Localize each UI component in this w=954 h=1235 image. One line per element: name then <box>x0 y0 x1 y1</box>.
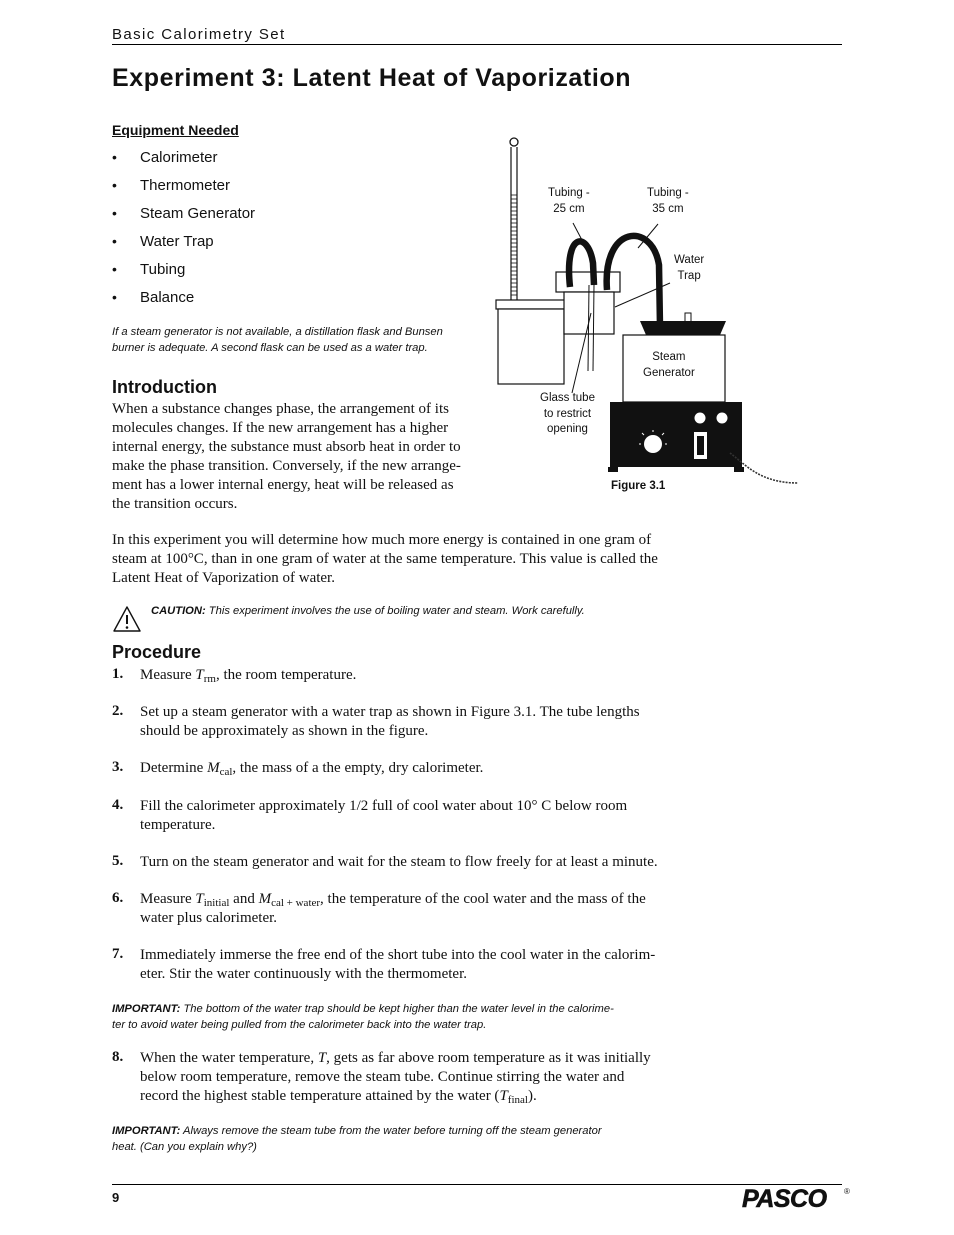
page-title: Experiment 3: Latent Heat of Vaporization <box>112 64 632 92</box>
step-number: 3. <box>112 759 124 775</box>
equipment-list <box>112 149 255 317</box>
step-text: Measure $T_{initial}$ and $M_{cal + water}$, the temperature of the cool water and the mass of the water plus calorimeter. <box>140 891 646 926</box>
equipment-heading: Equipment Needed <box>112 122 239 138</box>
steam-generator-top <box>640 313 726 335</box>
step-text: Determine $M_{cal}$, the mass of a the empty, dry calorimeter. <box>140 760 484 778</box>
equipment-item: • Thermometer <box>112 177 255 205</box>
step-number: 2. <box>112 703 124 719</box>
step-number: 4. <box>112 797 124 813</box>
step-number: 7. <box>112 946 124 962</box>
thermometer <box>510 138 518 303</box>
caution-label: CAUTION: <box>151 605 206 617</box>
step-text: When the water temperature, T, gets as far above room temperature as it was initially below room temperature, remove the steam tube. Continue stirring the water and record the highest stable temperature attained by the water $(T_{final})$. <box>140 1050 651 1106</box>
step-number: 8. <box>112 1049 124 1065</box>
running-header: Basic Calorimetry Set <box>112 26 286 43</box>
label-water-trap: Water Trap <box>674 254 705 282</box>
equipment-item: • Steam Generator <box>112 205 255 233</box>
pasco-wordmark: PASCO <box>742 1185 827 1213</box>
caution-note <box>151 605 585 617</box>
label-steam-generator: Steam Generator <box>643 351 695 379</box>
important-label: IMPORTANT: <box>112 1003 181 1015</box>
page-number: 9 <box>112 1190 120 1205</box>
note-line: burner is adequate. A second flask can be used as a water trap. <box>112 341 428 354</box>
equipment-item: • Water Trap <box>112 233 255 261</box>
label-tubing-25cm: Tubing - 25 cm <box>548 187 590 215</box>
introduction-paragraph: When a substance changes phase, the arrangement of its molecules changes. If the new arrangement has a higher internal energy, the substance must absorb heat in order to make the phase transition. Conversely, if the new arrange- ment has a lower internal energy, heat will be released as the transition occurs. <box>112 401 461 512</box>
important-note: IMPORTANT: Always remove the steam tube from the water before turning off the steam generator heat. (Can you explain why?) <box>112 1125 602 1153</box>
experiment-paragraph: In this experiment you will determine how much more energy is contained in one gram of steam at 100°C, than in one gram of water at the same temperature. This value is called the Latent Heat of Vaporization of water. <box>112 532 658 586</box>
caution-body: This experiment involves the use of boiling water and steam. Work carefully. <box>205 605 585 617</box>
introduction-heading: Introduction <box>112 377 217 397</box>
step-text: Turn on the steam generator and wait for the steam to flow freely for at least a minute. <box>140 854 658 870</box>
step-text: Immediately immerse the free end of the short tube into the cool water in the calorim- eter. Stir the water continuously with the thermometer. <box>140 947 656 982</box>
equipment-item: • Tubing <box>112 261 255 289</box>
pasco-logo <box>740 1183 850 1213</box>
label-glass-tube: Glass tube to restrict opening <box>540 392 595 435</box>
procedure-heading: Procedure <box>112 642 202 662</box>
equipment-note <box>112 325 487 356</box>
important-label: IMPORTANT: <box>112 1125 181 1137</box>
registered-mark: ® <box>844 1187 850 1196</box>
figure-caption: Figure 3.1 <box>611 480 666 492</box>
hot-plate <box>608 402 744 472</box>
warning-icon <box>112 605 142 633</box>
calorimeter <box>496 300 566 384</box>
equipment-item: • Balance <box>112 289 255 317</box>
note-line: If a steam generator is not available, a distillation flask and Bunsen <box>112 326 443 338</box>
step-number: 1. <box>112 666 124 682</box>
step-number: 5. <box>112 853 124 869</box>
label-tubing-35cm: Tubing - 35 cm <box>647 187 689 215</box>
step-text: Measure $T_{rm}$, the room temperature. <box>140 667 357 685</box>
important-note: IMPORTANT: The bottom of the water trap should be kept higher than the water level in the calorime- ter to avoid water being pulled from the calorimeter back into the water trap. <box>112 1003 614 1031</box>
step-number: 6. <box>112 890 124 906</box>
step-text: Fill the calorimeter approximately 1/2 full of cool water about 10° C below room temperature. <box>140 798 628 833</box>
equipment-item: • Calorimeter <box>112 149 255 177</box>
header-rule <box>112 44 842 45</box>
figure-apparatus <box>490 135 810 500</box>
step-text: Set up a steam generator with a water trap as shown in Figure 3.1. The tube lengths should be approximately as shown in the figure. <box>140 704 640 739</box>
footer-rule <box>112 1184 842 1185</box>
